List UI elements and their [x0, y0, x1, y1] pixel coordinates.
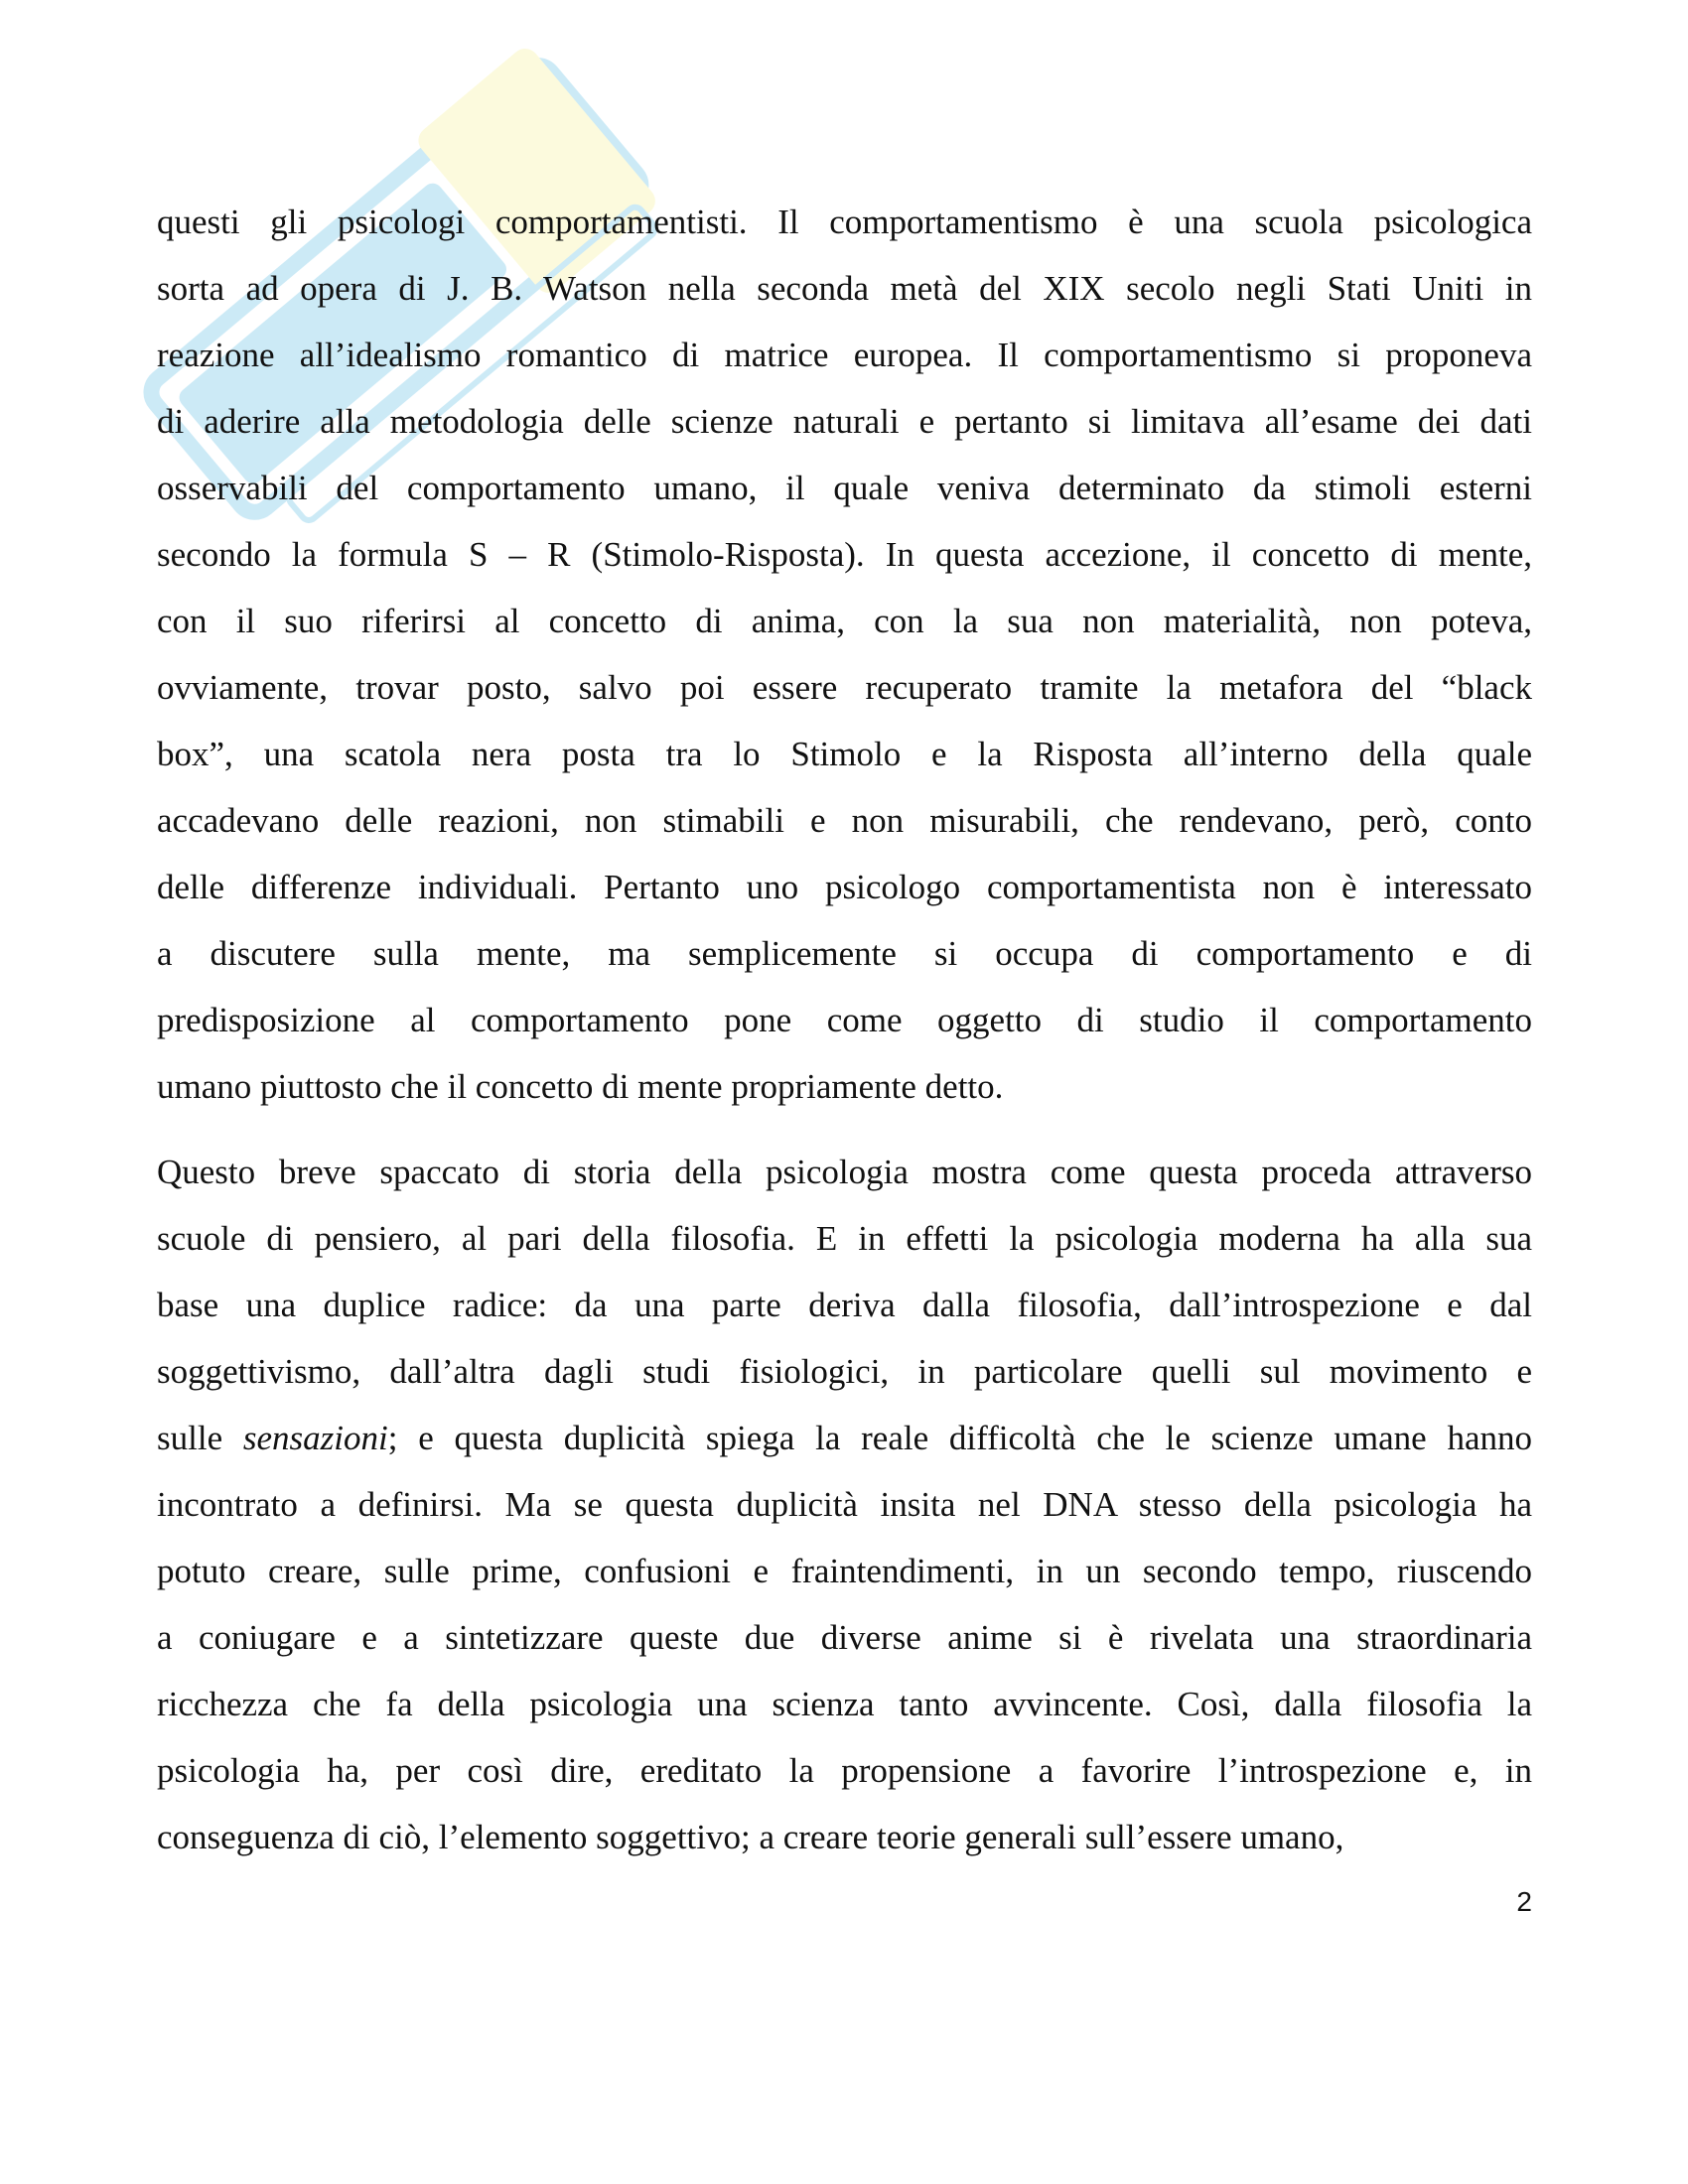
text-line: accadevano delle reazioni, non stimabili e non misurabili, che rendevano, però, conto	[157, 801, 1532, 840]
text-segment: sulle	[157, 1419, 243, 1457]
text-line: base una duplice radice: da una parte deriva dalla filosofia, dall’introspezione e dal	[157, 1286, 1532, 1324]
text-line: umano piuttosto che il concetto di mente propriamente detto.	[157, 1067, 1004, 1106]
text-segment: ; e questa duplicità spiega la reale difficoltà che le scienze umane hanno	[387, 1419, 1532, 1457]
text-line: a discutere sulla mente, ma semplicemente si occupa di comportamento e di	[157, 934, 1532, 973]
text-line: di aderire alla metodologia delle scienze naturali e pertanto si limitava all’esame dei dati	[157, 402, 1532, 441]
text-line: ricchezza che fa della psicologia una scienza tanto avvincente. Così, dalla filosofia la	[157, 1685, 1532, 1723]
text-line: box”, una scatola nera posta tra lo Stimolo e la Risposta all’interno della quale	[157, 735, 1532, 773]
text-line: soggettivismo, dall’altra dagli studi fisiologici, in particolare quelli sul movimento e	[157, 1352, 1532, 1391]
text-line: questi gli psicologi comportamentisti. Il comportamentismo è una scuola psicologica	[157, 203, 1532, 241]
text-line: a coniugare e a sintetizzare queste due diverse anime si è rivelata una straordinaria	[157, 1618, 1532, 1657]
text-line: incontrato a definirsi. Ma se questa duplicità insita nel DNA stesso della psicologia ha	[157, 1485, 1532, 1524]
text-line: osservabili del comportamento umano, il quale veniva determinato da stimoli esterni	[157, 469, 1532, 507]
text-line: con il suo riferirsi al concetto di anima, con la sua non materialità, non poteva,	[157, 602, 1532, 640]
text-line: Questo breve spaccato di storia della psicologia mostra come questa proceda attraverso	[157, 1153, 1532, 1191]
text-line: ovviamente, trovar posto, salvo poi essere recuperato tramite la metafora del “black	[157, 668, 1532, 707]
paragraph	[157, 189, 1532, 1120]
document-body	[157, 189, 1532, 1889]
text-line	[157, 1405, 1532, 1471]
page-number: 2	[1516, 1886, 1532, 1917]
text-line: sorta ad opera di J. B. Watson nella seconda metà del XIX secolo negli Stati Uniti in	[157, 269, 1532, 308]
text-line: secondo la formula S – R (Stimolo-Risposta). In questa accezione, il concetto di mente,	[157, 535, 1532, 574]
text-line: conseguenza di ciò, l’elemento soggettivo; a creare teorie generali sull’essere umano,	[157, 1818, 1344, 1856]
paragraph	[157, 1139, 1532, 1870]
text-line: delle differenze individuali. Pertanto uno psicologo comportamentista non è interessato	[157, 868, 1532, 906]
italic-term: sensazioni	[242, 1419, 388, 1457]
text-line: scuole di pensiero, al pari della filosofia. E in effetti la psicologia moderna ha alla sua	[157, 1219, 1532, 1258]
text-line: potuto creare, sulle prime, confusioni e fraintendimenti, in un secondo tempo, riuscendo	[157, 1552, 1532, 1590]
text-line: predisposizione al comportamento pone come oggetto di studio il comportamento	[157, 1001, 1532, 1039]
text-line: psicologia ha, per così dire, ereditato la propensione a favorire l’introspezione e, in	[157, 1751, 1532, 1790]
text-line: reazione all’idealismo romantico di matrice europea. Il comportamentismo si proponeva	[157, 336, 1532, 374]
